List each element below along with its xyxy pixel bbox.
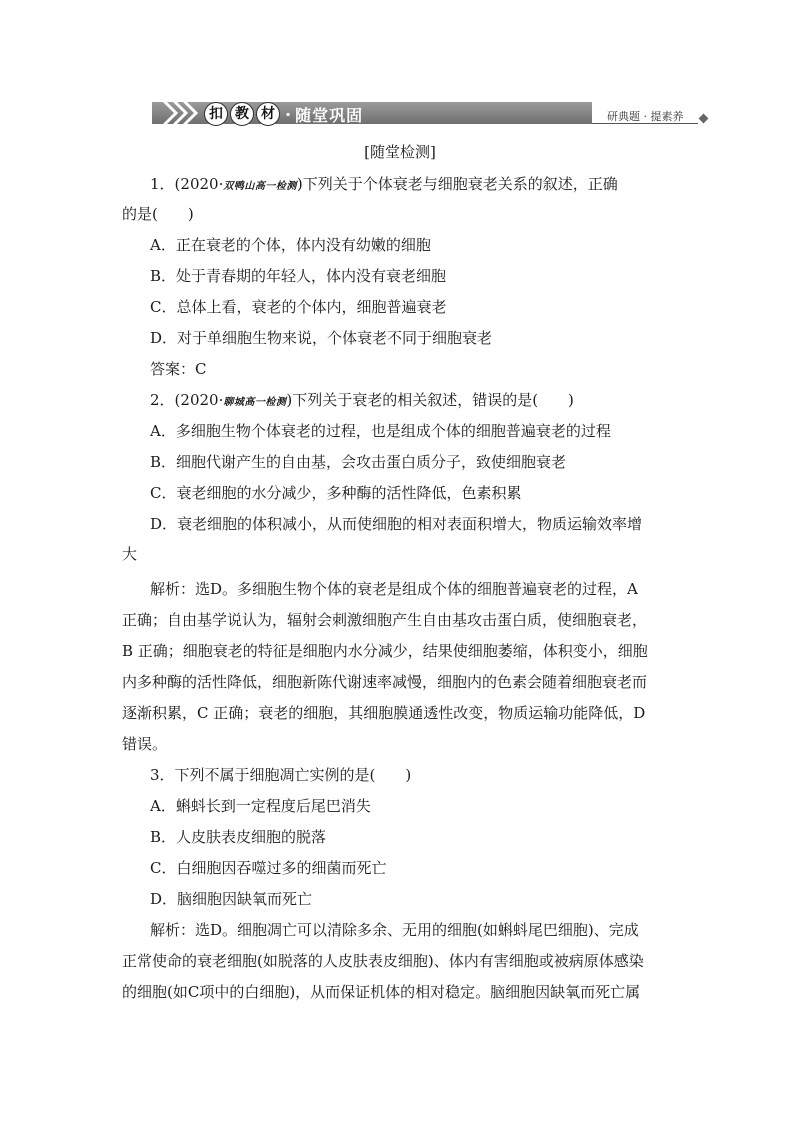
q1-option-b: B．处于青春期的年轻人，体内没有衰老细胞 <box>150 267 447 285</box>
header-title-char: 扣 <box>204 102 228 126</box>
q1-number: 1．(2020· <box>150 175 224 193</box>
q2-option-c: C．衰老细胞的水分减少，多种酶的活性降低，色素积累 <box>150 484 522 502</box>
q1-stem-line1 <box>150 170 618 198</box>
section-title: [随堂检测] <box>364 143 436 161</box>
header-subtitle: 随堂巩固 <box>295 105 364 125</box>
q3-stem: 3．下列不属于细胞凋亡实例的是( ) <box>150 766 412 784</box>
header-title <box>204 101 363 127</box>
q2-stem-text: )下列关于衰老的相关叙述，错误的是( ) <box>286 391 574 409</box>
header-separator: · <box>285 104 292 124</box>
q1-stem-line2: 的是( ) <box>122 205 194 223</box>
q2-analysis-line: B 正确；细胞衰老的特征是细胞内水分减少，结果使细胞萎缩，体积变小，细胞 <box>122 642 648 660</box>
q1-option-c: C．总体上看，衰老的个体内，细胞普遍衰老 <box>150 298 447 316</box>
q1-stem-text: )下列关于个体衰老与细胞衰老关系的叙述，正确 <box>296 175 618 193</box>
q2-number: 2．(2020· <box>150 391 224 409</box>
section-header <box>152 98 712 130</box>
header-title-char: 教 <box>230 102 254 126</box>
q2-option-d: D．衰老细胞的体积减小，从而使细胞的相对表面积增大，物质运输效率增 <box>150 515 643 533</box>
q3-analysis-line: 解析：选D。细胞凋亡可以清除多余、无用的细胞(如蝌蚪尾巴细胞)、完成 <box>150 921 639 939</box>
q2-analysis-line: 正确；自由基学说认为，辐射会刺激细胞产生自由基攻击蛋白质，使细胞衰老， <box>122 611 648 629</box>
q2-stem <box>150 386 574 414</box>
q2-analysis-line: 内多种酶的活性降低，细胞新陈代谢速率减慢，细胞内的色素会随着细胞衰老而 <box>122 673 648 691</box>
q3-option-b: B．人皮肤表皮细胞的脱落 <box>150 828 327 846</box>
q2-option-d-wrap: 大 <box>122 545 138 563</box>
q2-option-b: B．细胞代谢产生的自由基，会攻击蛋白质分子，致使细胞衰老 <box>150 453 567 471</box>
q3-analysis-line: 正常使命的衰老细胞(如脱落的人皮肤表皮细胞)、体内有害细胞或被病原体感染 <box>122 952 644 970</box>
q2-option-a: A．多细胞生物个体衰老的过程，也是组成个体的细胞普遍衰老的过程 <box>150 422 611 440</box>
header-right-text: 研典题 · 提素养 <box>607 110 684 123</box>
q3-option-d: D．脑细胞因缺氧而死亡 <box>150 890 313 908</box>
q1-option-a: A．正在衰老的个体，体内没有幼嫩的细胞 <box>150 236 431 254</box>
q1-source: 双鸭山高一检测 <box>223 181 297 192</box>
q2-analysis-line: 逐渐积累，C 正确；衰老的细胞，其细胞膜通透性改变，物质运输功能降低，D <box>122 704 646 722</box>
q2-analysis-line: 错误。 <box>122 735 168 753</box>
chevron-arrows-icon <box>162 98 202 128</box>
q2-analysis-line: 解析：选D。多细胞生物个体的衰老是组成个体的细胞普遍衰老的过程，A <box>150 580 638 598</box>
q3-option-a: A．蝌蚪长到一定程度后尾巴消失 <box>150 797 371 815</box>
q3-option-c: C．白细胞因吞噬过多的细菌而死亡 <box>150 859 387 877</box>
q1-answer: 答案：C <box>150 360 207 378</box>
q1-option-d: D．对于单细胞生物来说，个体衰老不同于细胞衰老 <box>150 329 493 347</box>
diamond-icon <box>699 114 709 124</box>
q2-source: 聊城高一检测 <box>223 397 287 408</box>
header-title-char: 材 <box>256 102 280 126</box>
q3-analysis-line: 的细胞(如C项中的白细胞)，从而保证机体的相对稳定。脑细胞因缺氧而死亡属 <box>122 983 641 1001</box>
